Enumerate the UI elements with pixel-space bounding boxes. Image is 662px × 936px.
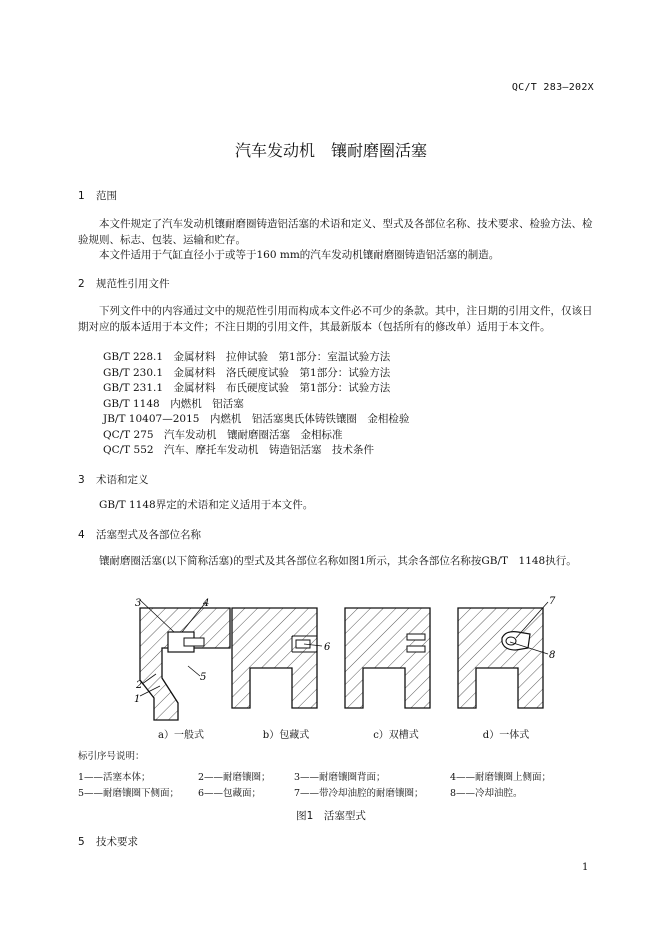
caption-a: a）一般式: [158, 730, 204, 741]
legend-item: 1——活塞本体；: [78, 772, 151, 783]
ref-item: QC/T 275 汽车发动机 镶耐磨圈活塞 金相标准: [103, 428, 343, 441]
section-heading-4: 4 活塞型式及各部位名称: [78, 529, 201, 541]
section-heading-3: 3 术语和定义: [78, 474, 149, 486]
document-title: 汽车发动机 镶耐磨圈活塞: [234, 141, 427, 160]
ref-item: GB/T 231.1 金属材料 布氏硬度试验 第1部分：试验方法: [103, 382, 391, 394]
page-number: 1: [582, 862, 589, 873]
section-heading-1: 1 范围: [78, 190, 117, 202]
callout-6: 6: [324, 642, 331, 653]
caption-c: c）双槽式: [373, 730, 419, 741]
normative-intro: 下列文件中的内容通过文中的规范性引用而构成本文件必不可少的条款。其中，注日期的引用文件，仅该日期对应的版本适用于本文件；不注日期的引用文件，其最新版本（包括所有的修改单）适用于本文件。: [78, 305, 593, 333]
ref-item: GB/T 228.1 金属材料 拉伸试验 第1部分：室温试验方法: [103, 351, 391, 363]
scope-paragraph-2: 本文件适用于气缸直径小于或等于160 mm的汽车发动机镶耐磨圈铸造铝活塞的制造。: [99, 249, 500, 261]
types-paragraph: 镶耐磨圈活塞(以下简称活塞)的型式及其各部位名称如图1所示，其余各部位名称按GB/T 1148执行。: [99, 555, 577, 567]
section-heading-2: 2 规范性引用文件: [78, 278, 170, 290]
caption-b: b）包藏式: [262, 730, 310, 741]
figure-title: 图1 活塞型式: [296, 810, 366, 822]
scope-paragraph-1: 本文件规定了汽车发动机镶耐磨圈铸造铝活塞的术语和定义、型式及各部位名称、技术要求、检验方法、检验规则、标志、包装、运输和贮存。: [78, 218, 593, 246]
legend-item: 8——冷却油腔。: [450, 788, 523, 799]
piston-section-b: [232, 608, 317, 708]
callout-7: 7: [549, 596, 556, 607]
callout-1: 1: [134, 694, 141, 705]
standard-number: QC/T 283—202X: [511, 82, 594, 93]
ref-item: GB/T 1148 内燃机 铝活塞: [103, 397, 244, 410]
legend-item: 2——耐磨镶圈；: [198, 772, 271, 783]
ref-item: GB/T 230.1 金属材料 洛氏硬度试验 第1部分：试验方法: [103, 366, 391, 379]
ref-item: QC/T 552 汽车、摩托车发动机 铸造铝活塞 技术条件: [103, 444, 375, 456]
legend-item: 7——带冷却油腔的耐磨镶圈；: [294, 788, 424, 799]
callout-3: 3: [135, 598, 142, 609]
caption-d: d）一体式: [482, 730, 530, 741]
ref-item: JB/T 10407—2015 内燃机 铝活塞奥氏体铸铁镶圈 金相检验: [103, 413, 410, 425]
piston-section-c: [345, 608, 430, 708]
piston-section-a: [140, 608, 230, 720]
piston-section-d: [458, 608, 543, 708]
legend-title: 标引序号说明：: [78, 751, 145, 762]
terms-paragraph: GB/T 1148界定的术语和定义适用于本文件。: [99, 499, 314, 511]
legend-item: 4——耐磨镶圈上侧面；: [450, 772, 552, 783]
section-heading-5: 5 技术要求: [78, 836, 138, 848]
callout-8: 8: [549, 650, 556, 661]
piston-figure: [0, 588, 662, 728]
legend-item: 3——耐磨镶圈背面；: [294, 772, 386, 783]
callout-5: 5: [200, 672, 207, 683]
legend-item: 5——耐磨镶圈下侧面；: [78, 788, 180, 799]
callout-2: 2: [136, 680, 143, 691]
legend-item: 6——包藏面；: [198, 788, 262, 799]
callout-4: 4: [203, 598, 210, 609]
